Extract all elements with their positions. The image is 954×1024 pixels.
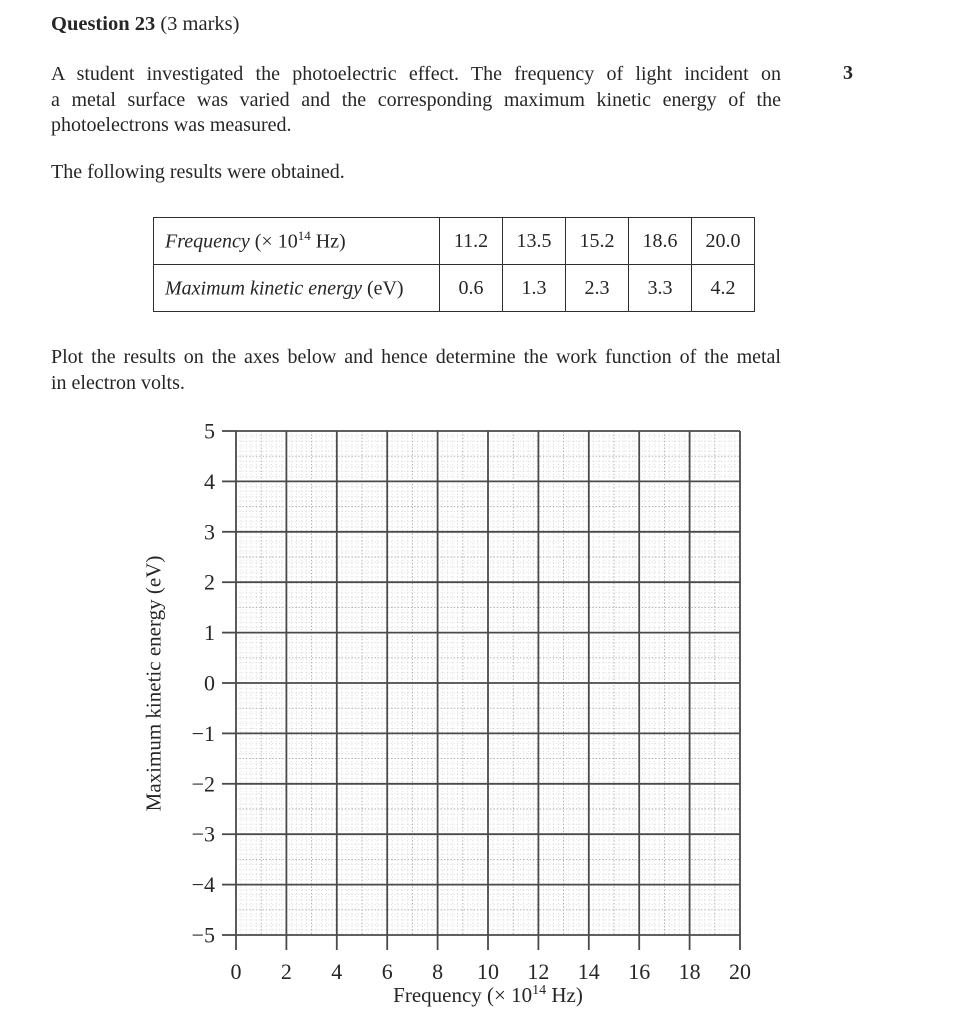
y-tick-label: 1	[204, 620, 215, 646]
table-cell: 15.2	[566, 218, 629, 265]
y-tick-label: 5	[204, 418, 215, 444]
label-roman-part: Hz)	[310, 230, 346, 253]
paragraph-line: photoelectrons was measured.	[51, 114, 292, 136]
table-cell: 1.3	[503, 265, 566, 312]
y-tick-label: −3	[191, 821, 215, 847]
table-cell: 18.6	[629, 218, 692, 265]
x-tick-label: 14	[577, 959, 600, 984]
y-axis-title	[126, 431, 182, 935]
x-tick-label: 0	[230, 959, 242, 984]
results-table	[153, 217, 755, 312]
question-title	[51, 13, 240, 36]
x-axis-title-text: Hz)	[546, 983, 583, 1007]
paragraph-line: a metal surface was varied and the corresponding maximum kinetic energy of the	[51, 88, 781, 111]
x-tick-label: 2	[280, 959, 292, 984]
y-tick-label: 2	[204, 569, 215, 595]
table-cell: 20.0	[692, 218, 755, 265]
y-tick-label: 0	[204, 670, 215, 696]
table-row-frequency	[154, 218, 755, 265]
label-italic-part: Maximum kinetic energy	[165, 277, 362, 300]
row-label-frequency	[154, 218, 440, 265]
x-tick-label: 18	[678, 959, 701, 984]
instruction-line: Plot the results on the axes below and hence determine the work function of the metal	[51, 346, 781, 368]
question-marks-text: (3 marks)	[155, 13, 240, 35]
row-label-kinetic-energy	[154, 265, 440, 312]
label-italic-part: Frequency	[165, 230, 250, 253]
label-roman-part: (× 10	[249, 230, 298, 253]
y-tick-label: −1	[191, 720, 215, 746]
table-cell: 0.6	[440, 265, 503, 312]
x-tick-label: 6	[381, 959, 393, 984]
instruction-line: in electron volts.	[51, 372, 185, 394]
y-tick-label: 4	[204, 468, 215, 494]
x-tick-label: 12	[527, 959, 550, 984]
x-axis-title-superscript: 14	[532, 983, 547, 998]
x-tick-label: 8	[432, 959, 444, 984]
x-tick-label: 16	[628, 959, 651, 984]
results-intro-text: The following results were obtained.	[51, 161, 345, 183]
graph-svg	[140, 415, 780, 995]
x-tick-label: 10	[477, 959, 499, 984]
table-cell: 4.2	[692, 265, 755, 312]
y-tick-label: −5	[191, 922, 215, 948]
table-cell: 13.5	[503, 218, 566, 265]
question-paragraph	[51, 62, 781, 139]
plot-instruction	[51, 344, 781, 396]
table-cell: 3.3	[629, 265, 692, 312]
table-cell: 2.3	[566, 265, 629, 312]
x-axis-title-text: Frequency (× 10	[393, 983, 533, 1007]
y-tick-label: −4	[191, 872, 215, 898]
x-tick-label: 20	[729, 959, 751, 984]
y-axis-title-text: Maximum kinetic energy (eV)	[141, 555, 166, 811]
y-tick-label: 3	[204, 519, 215, 545]
question-number: Question 23	[51, 13, 156, 35]
x-axis-title	[236, 983, 740, 1008]
margin-marks-value: 3	[843, 62, 853, 84]
label-superscript: 14	[297, 228, 311, 244]
y-tick-label: −2	[191, 771, 215, 797]
paragraph-line: A student investigated the photoelectric effect. The frequency of light incident on	[51, 63, 781, 85]
x-tick-label: 4	[331, 959, 343, 984]
table-cell: 11.2	[440, 218, 503, 265]
label-roman-part: (eV)	[361, 277, 404, 300]
table-row-kinetic-energy	[154, 265, 755, 312]
